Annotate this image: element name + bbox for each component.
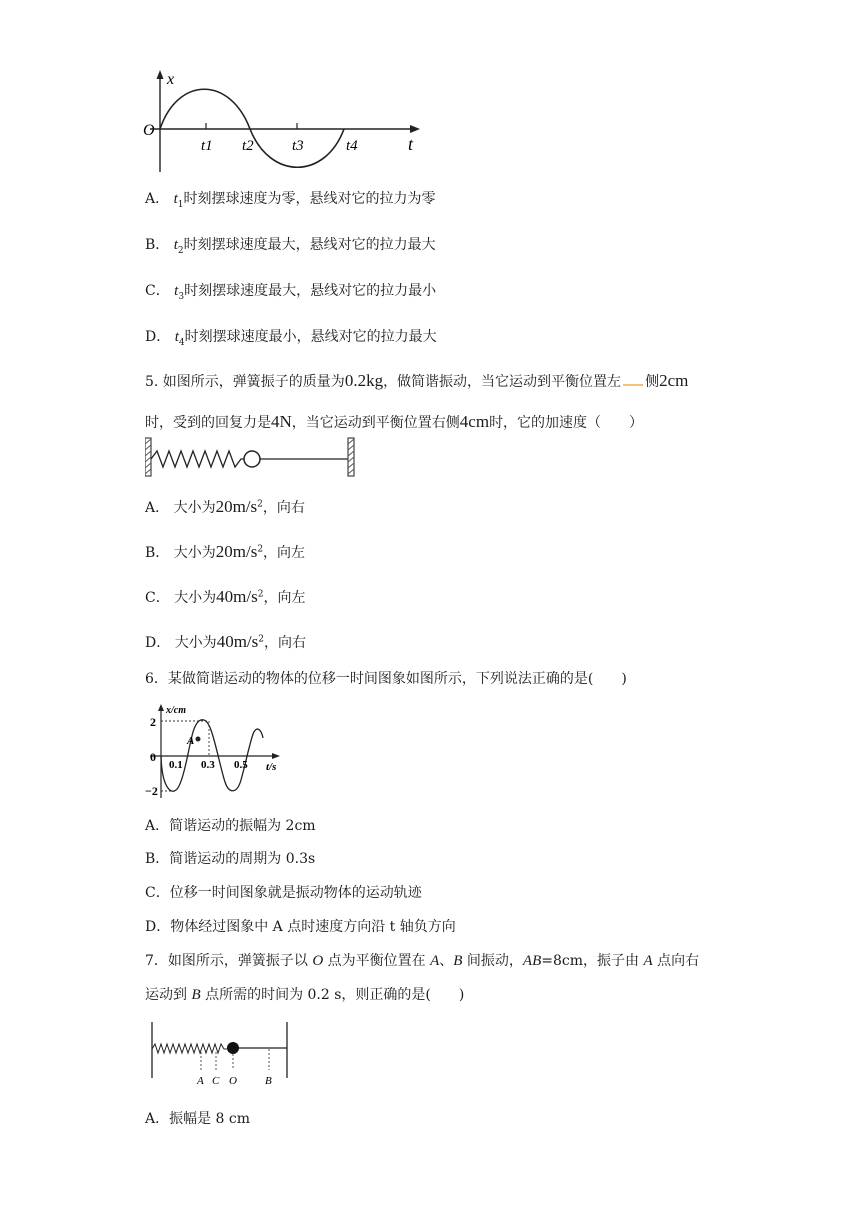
q5-option-a: A． 大小为$20m/s^2$，向右	[145, 497, 305, 516]
q7-option-a: A．振幅是 8 cm	[145, 1111, 251, 1127]
q5-option-d: D． 大小为$40m/s^2$，向右	[145, 632, 306, 651]
y-axis-label: x/cm	[166, 705, 186, 716]
oscillator-ball	[227, 1042, 239, 1054]
tick-label-t4: t4	[346, 138, 358, 154]
q4-option-a: A． $t_1$时刻摆球速度为零，悬线对它的拉力为零	[145, 191, 436, 210]
t-axis-label: t	[408, 134, 414, 154]
tick-label-t3: t3	[292, 138, 304, 154]
spring-oscillator-figure-2	[145, 1022, 290, 1092]
tick-label-0-5: 0.5	[234, 759, 248, 771]
x-axis-label: x	[167, 71, 175, 88]
oscillation-graph-2	[145, 700, 285, 804]
y-max-label: 2	[150, 715, 156, 729]
oscillation-graph-1	[140, 68, 430, 182]
q4-option-b: B． $t_2$时刻摆球速度最大，悬线对它的拉力最大	[145, 237, 436, 256]
q5-stem-line-2: 时，受到的回复力是4N，当它运动到平衡位置右侧4cm时，它的加速度（ ）	[145, 412, 644, 431]
point-a-label: A	[187, 735, 195, 747]
q4-option-d: D． $t_4$时刻摆球速度最小，悬线对它的拉力最大	[145, 329, 437, 348]
q5-stem-line-1: 5. 如图所示，弹簧振子的质量为0.2kg，做简谐振动，当它运动到平衡位置左 侧2cm	[145, 371, 689, 390]
oscillator-ball	[244, 451, 260, 467]
origin-label: 0	[150, 750, 156, 764]
y-min-label: −2	[145, 784, 158, 798]
q7-stem-line-1: 7．如图所示，弹簧振子以 O 点为平衡位置在 A、B 间振动，AB=8cm，振子由 A 点向右	[145, 953, 700, 969]
tick-label-t1: t1	[201, 138, 213, 154]
q5-option-b: B． 大小为$20m/s^2$，向左	[145, 542, 306, 561]
q6-option-d: D．物体经过图象中 A 点时速度方向沿 t 轴负方向	[145, 919, 456, 935]
q7-stem-line-2: 运动到 B 点所需的时间为 0.2 s，则正确的是( )	[145, 987, 465, 1003]
tick-label-0-1: 0.1	[169, 759, 183, 771]
label-b: B	[265, 1075, 272, 1087]
label-c: C	[212, 1075, 220, 1087]
q6-option-c: C．位移一时间图象就是振动物体的运动轨迹	[145, 885, 422, 901]
x-axis-label: t/s	[266, 761, 277, 773]
origin-label: O	[143, 122, 155, 139]
tick-label-t2: t2	[242, 138, 254, 154]
q6-option-a: A．简谐运动的振幅为 2cm	[145, 818, 316, 834]
answer-blank	[623, 384, 643, 386]
spring-oscillator-figure-1	[145, 436, 360, 478]
tick-label-0-3: 0.3	[201, 759, 215, 771]
label-a: A	[197, 1075, 204, 1087]
q6-option-b: B．简谐运动的周期为 0.3s	[145, 851, 316, 867]
q5-option-c: C． 大小为$40m/s^2$，向左	[145, 587, 306, 606]
label-o: O	[229, 1075, 237, 1087]
q6-stem: 6．某做简谐运动的物体的位移一时间图象如图所示，下列说法正确的是( )	[145, 671, 627, 687]
point-a-dot	[196, 737, 201, 742]
q4-option-c: C． $t_3$时刻摆球速度最大，悬线对它的拉力最小	[145, 283, 437, 302]
